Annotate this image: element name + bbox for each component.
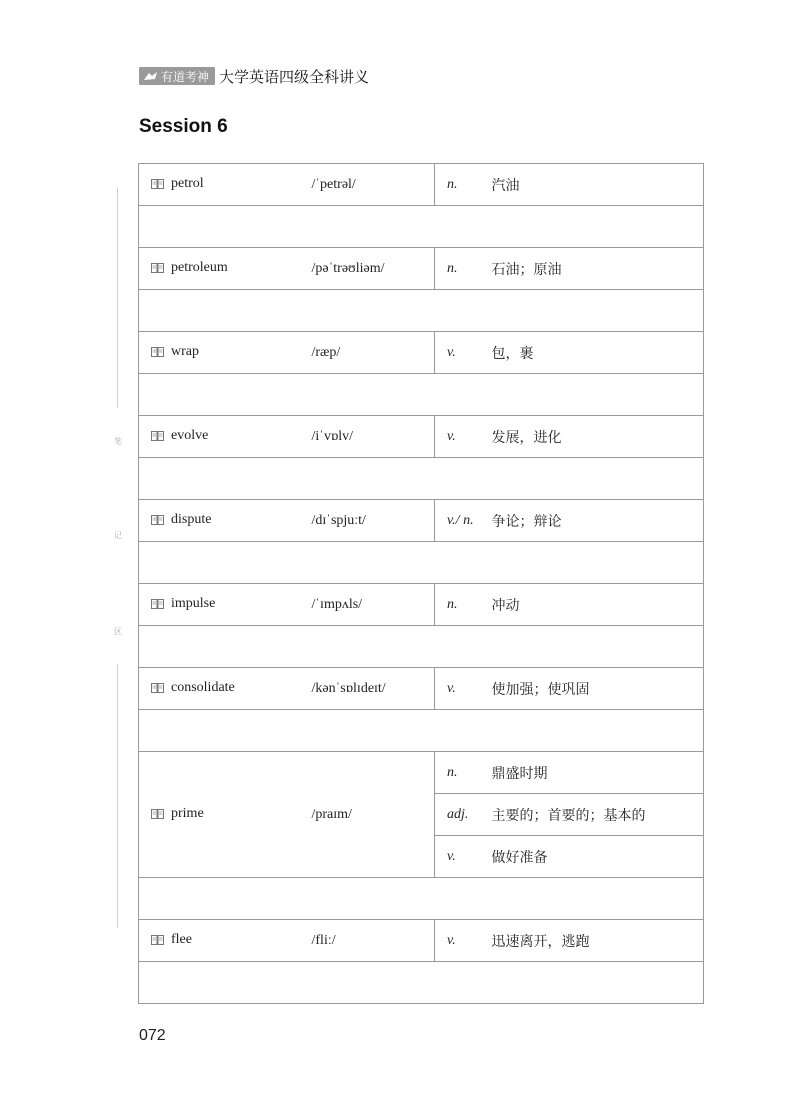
word-cell (139, 500, 312, 542)
book-icon (151, 934, 164, 950)
table-row (139, 248, 704, 290)
meaning-cell (492, 164, 704, 206)
notes-char-2: 记 (114, 531, 122, 540)
pos-text: n. (447, 764, 458, 780)
meaning-text: 使加强；使巩固 (491, 681, 590, 698)
meaning-text: 鼎盛时期 (491, 765, 548, 782)
phonetic-text: /ˈɪmpʌls/ (311, 596, 363, 612)
session-title: Session 6 (139, 116, 228, 137)
meaning-text: 做好准备 (491, 849, 548, 866)
meaning-cell (492, 836, 704, 878)
meaning-cell (492, 500, 704, 542)
word-text: impulse (171, 595, 216, 611)
pos-cell (435, 416, 492, 458)
pos-cell (435, 920, 492, 962)
meaning-text: 主要的；首要的；基本的 (491, 807, 646, 824)
word-text: dispute (171, 511, 212, 527)
pos-text: v./ n. (447, 512, 474, 528)
word-cell (139, 416, 312, 458)
word-text: prime (171, 805, 204, 821)
meaning-text: 石油；原油 (491, 261, 562, 278)
meaning-cell (492, 332, 704, 374)
phonetic-cell (312, 752, 435, 878)
notes-char-3: 区 (114, 627, 122, 636)
meaning-cell (492, 794, 704, 836)
phonetic-text: /praɪm/ (311, 806, 352, 822)
notes-divider-top (117, 188, 118, 408)
table-row (139, 500, 704, 542)
word-cell (139, 584, 312, 626)
word-text: evolve (171, 427, 209, 443)
notes-blank-row (139, 206, 704, 248)
notes-blank-cell (139, 206, 704, 248)
notes-char-1: 笔 (114, 437, 122, 446)
meaning-text: 包，裹 (491, 345, 534, 362)
brand-badge (139, 67, 215, 85)
phonetic-cell (312, 416, 435, 458)
page-header (139, 66, 369, 86)
phonetic-cell (312, 164, 435, 206)
table-row (139, 920, 704, 962)
phonetic-cell (312, 500, 435, 542)
pos-text: v. (447, 680, 456, 696)
pos-text: v. (447, 848, 456, 864)
table-row (139, 332, 704, 374)
book-icon (151, 430, 164, 446)
phonetic-cell (312, 920, 435, 962)
notes-blank-row (139, 290, 704, 332)
notes-divider-bottom (117, 664, 118, 928)
notes-blank-row (139, 710, 704, 752)
pos-cell (435, 668, 492, 710)
phonetic-cell (312, 584, 435, 626)
notes-blank-row (139, 374, 704, 416)
notes-blank-cell (139, 962, 704, 1004)
notes-blank-cell (139, 458, 704, 500)
word-cell (139, 920, 312, 962)
notes-blank-cell (139, 878, 704, 920)
word-text: wrap (171, 343, 199, 359)
book-icon (151, 598, 164, 614)
meaning-cell (492, 248, 704, 290)
pos-cell (435, 836, 492, 878)
notes-blank-row (139, 878, 704, 920)
meaning-cell (492, 752, 704, 794)
notes-blank-row (139, 626, 704, 668)
word-text: consolidate (171, 679, 235, 695)
notes-blank-cell (139, 290, 704, 332)
phonetic-text: /kənˈsɒlɪdeɪt/ (311, 680, 386, 696)
pos-cell (435, 248, 492, 290)
phonetic-text: /ˈpetrəl/ (311, 176, 356, 192)
meaning-cell (492, 920, 704, 962)
meaning-text: 汽油 (491, 177, 520, 194)
notes-blank-cell (139, 710, 704, 752)
pos-text: n. (447, 596, 458, 612)
phonetic-cell (312, 248, 435, 290)
table-row (139, 668, 704, 710)
meaning-text: 发展，进化 (491, 429, 562, 446)
word-cell (139, 248, 312, 290)
table-row (139, 164, 704, 206)
phonetic-text: /dɪˈspjuːt/ (311, 512, 366, 528)
book-icon (151, 682, 164, 698)
course-title: 大学英语四级全科讲义 (219, 67, 370, 86)
word-cell (139, 332, 312, 374)
pos-cell (435, 794, 492, 836)
pos-cell (435, 332, 492, 374)
pos-text: v. (447, 344, 456, 360)
phonetic-text: /ræp/ (311, 344, 341, 360)
book-icon (151, 808, 164, 824)
brand-name: 有道考神 (161, 69, 210, 84)
pos-text: adj. (447, 806, 469, 822)
word-text: petrol (171, 175, 204, 191)
meaning-cell (492, 584, 704, 626)
phonetic-text: /pəˈtrəʊliəm/ (311, 260, 385, 276)
pos-cell (435, 584, 492, 626)
pos-text: n. (447, 176, 458, 192)
phonetic-text: /iˈvɒlv/ (311, 428, 354, 444)
pos-cell (435, 164, 492, 206)
notes-blank-row (139, 542, 704, 584)
vocabulary-body (139, 164, 704, 1004)
book-icon (151, 514, 164, 530)
page-number: 072 (139, 1027, 166, 1044)
meaning-text: 迅速离开，逃跑 (491, 933, 590, 950)
word-text: flee (171, 931, 192, 947)
pos-cell (435, 500, 492, 542)
notes-blank-cell (139, 374, 704, 416)
notes-blank-cell (139, 626, 704, 668)
phonetic-text: /fliː/ (311, 932, 336, 948)
pos-text: v. (447, 932, 456, 948)
meaning-cell (492, 416, 704, 458)
table-row (139, 752, 704, 794)
book-icon (151, 178, 164, 194)
vocabulary-table (138, 163, 704, 1004)
word-cell (139, 668, 312, 710)
notes-blank-row (139, 458, 704, 500)
word-text: petroleum (171, 259, 228, 275)
word-cell (139, 164, 312, 206)
notes-blank-row (139, 962, 704, 1004)
owl-logo-icon (143, 70, 159, 82)
word-cell (139, 752, 312, 878)
table-row (139, 416, 704, 458)
table-row (139, 584, 704, 626)
meaning-text: 争论；辩论 (491, 513, 562, 530)
pos-text: n. (447, 260, 458, 276)
phonetic-cell (312, 668, 435, 710)
notes-area-label (116, 188, 120, 928)
book-icon (151, 262, 164, 278)
book-icon (151, 346, 164, 362)
meaning-cell (492, 668, 704, 710)
pos-text: v. (447, 428, 456, 444)
pos-cell (435, 752, 492, 794)
meaning-text: 冲动 (491, 597, 520, 614)
phonetic-cell (312, 332, 435, 374)
notes-blank-cell (139, 542, 704, 584)
